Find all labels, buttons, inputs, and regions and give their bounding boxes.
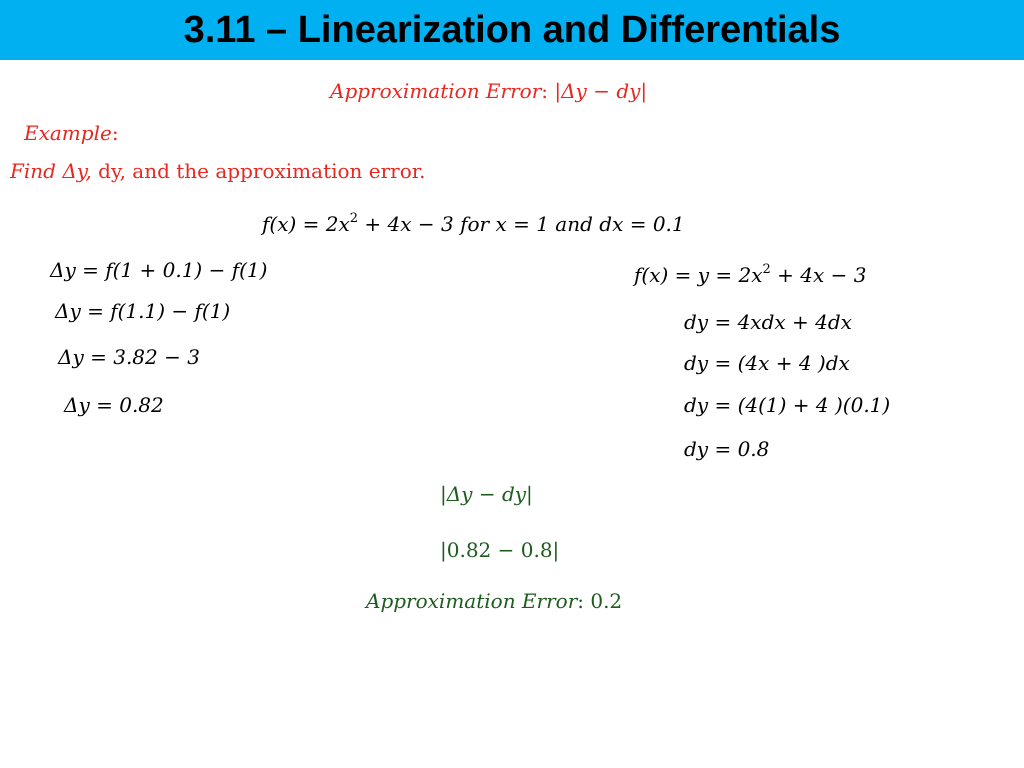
final-value: : 0.2	[577, 589, 623, 613]
approx-error-expression: |Δy − dy|	[554, 79, 648, 103]
find-rest: dy, and the approximation error.	[98, 159, 426, 183]
dy-step: dy = (4x + 4 )dx	[684, 351, 850, 375]
problem-instruction	[10, 158, 426, 184]
find-word: Find	[10, 159, 56, 183]
delta-y-step: Δy = f(1 + 0.1) − f(1)	[50, 258, 268, 282]
final-label: Approximation Error	[366, 589, 578, 613]
error-step: |0.82 − 0.8|	[440, 538, 560, 562]
find-delta-y: Δy,	[62, 159, 92, 183]
slide-title: 3.11 – Linearization and Differentials	[183, 9, 841, 51]
delta-y-step: Δy = f(1.1) − f(1)	[55, 299, 231, 323]
delta-y-step: Δy = 3.82 − 3	[58, 345, 200, 369]
dy-step: dy = 4xdx + 4dx	[684, 310, 852, 334]
error-step: |Δy − dy|	[440, 482, 533, 506]
delta-y-step: Δy = 0.82	[64, 393, 164, 417]
dy-step: dy = (4(1) + 4 )(0.1)	[684, 393, 891, 417]
example-label: Example	[24, 121, 112, 145]
dy-step: dy = 0.8	[684, 437, 770, 461]
title-bar	[0, 0, 1024, 60]
function-definition: $f(x) = y = 2x^2 + 4x - 3$	[634, 262, 867, 287]
approx-error-label: Approximation Error	[330, 79, 542, 103]
final-approximation-error	[366, 588, 622, 614]
example-heading: Example:	[24, 121, 119, 145]
problem-statement: $f(x) = 2x^2 + 4x - 3$ for x = 1 and dx = 0.1	[262, 211, 685, 236]
approximation-error-definition: Approximation Error: |Δy − dy|	[330, 79, 648, 103]
